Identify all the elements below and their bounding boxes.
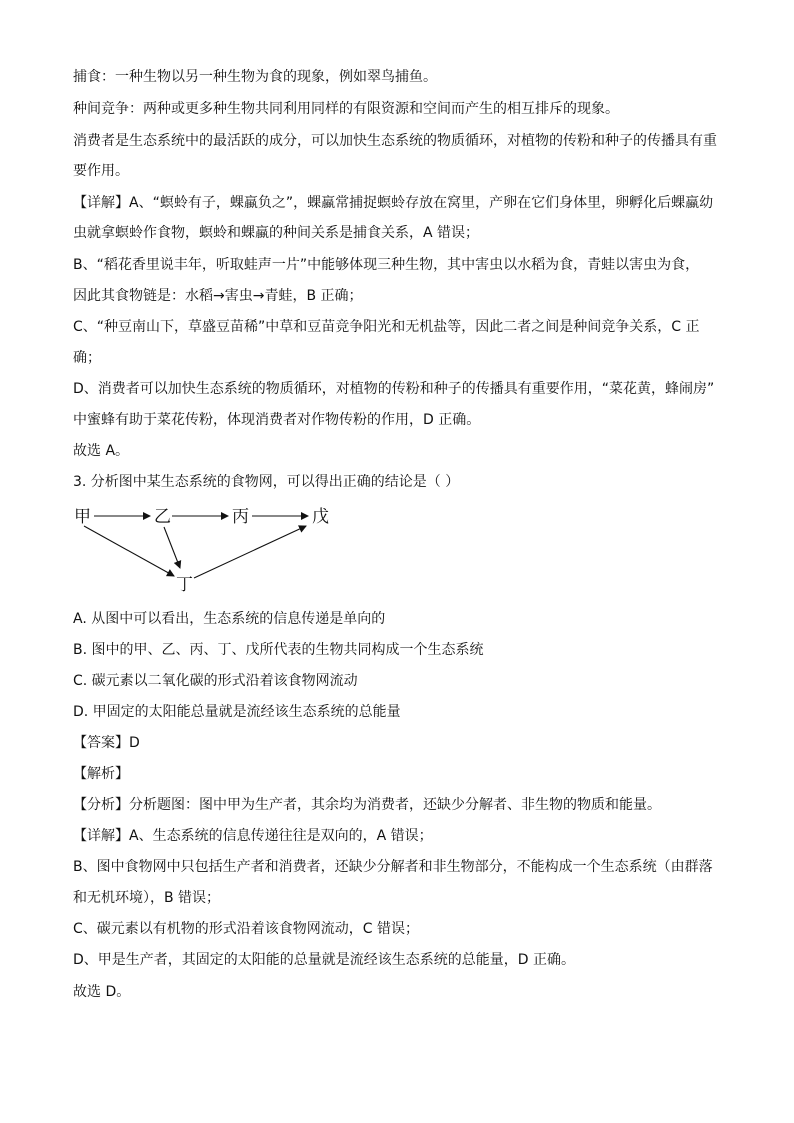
definition-competition: 种间竞争：两种或更多种生物共同利用同样的有限资源和空间而产生的相互排斥的现象。 xyxy=(73,101,619,117)
node-wu: 戊 xyxy=(312,507,329,527)
detail-b-line1: B、“稻花香里说丰年，听取蛙声一片”中能够体现三种生物，其中害虫以水稻为食，青蛙以害虫为食， xyxy=(73,257,700,273)
choose-a: 故选 A。 xyxy=(73,443,130,459)
detail-a-line1: 【详解】A、“螟蛉有子，蜾蠃负之”，蜾蠃常捕捉螟蛉存放在窝里，产卵在它们身体里，卵孵化后蜾蠃幼 xyxy=(73,195,714,211)
explain-a: 【详解】A、生态系统的信息传递往往是双向的，A 错误； xyxy=(73,828,433,844)
detail-b-line2: 因此其食物链是：水稻→害虫→青蛙，B 正确； xyxy=(73,288,363,304)
option-b: B. 图中的甲、乙、丙、丁、戊所代表的生物共同构成一个生态系统 xyxy=(73,642,484,658)
node-yi: 乙 xyxy=(154,507,171,527)
detail-a-line2: 虫就拿螟蛉作食物，螟蛉和蜾蠃的种间关系是捕食关系，A 错误； xyxy=(73,225,480,241)
option-a: A. 从图中可以看出，生态系统的信息传递是单向的 xyxy=(73,611,386,627)
detail-c-line2: 确； xyxy=(73,350,101,366)
node-ding: 丁 xyxy=(176,575,193,595)
detail-c-line1: C、“种豆南山下，草盛豆苗稀”中草和豆苗竞争阳光和无机盐等，因此二者之间是种间竞争关系，C 正 xyxy=(73,319,700,335)
answer-label: 【答案】D xyxy=(73,735,140,751)
edge-yi-ding xyxy=(164,527,180,568)
explain-b-line2: 和无机环境），B 错误； xyxy=(73,890,221,906)
node-bing: 丙 xyxy=(232,507,249,527)
question-3: 3. 分析图中某生态系统的食物网，可以得出正确的结论是（ ） xyxy=(73,474,460,490)
analysis-summary: 【分析】分析题图：图中甲为生产者，其余均为消费者，还缺少分解者、非生物的物质和能量。 xyxy=(73,797,661,813)
analysis-label: 【解析】 xyxy=(73,766,129,782)
detail-d-line2: 中蜜蜂有助于菜花传粉，体现消费者对作物传粉的作用，D 正确。 xyxy=(73,412,481,428)
detail-d-line1: D、消费者可以加快生态系统的物质循环，对植物的传粉和种子的传播具有重要作用，“菜花黄，蜂闹房” xyxy=(73,381,715,397)
consumer-role-line2: 要作用。 xyxy=(73,163,129,179)
definition-predation: 捕食：一种生物以另一种生物为食的现象，例如翠鸟捕鱼。 xyxy=(73,69,437,85)
food-web-diagram xyxy=(70,500,340,595)
explain-d: D、甲是生产者，其固定的太阳能的总量就是流经该生态系统的总能量，D 正确。 xyxy=(73,952,576,968)
node-jia: 甲 xyxy=(74,507,91,527)
explain-b-line1: B、图中食物网中只包括生产者和消费者，还缺少分解者和非生物部分，不能构成一个生态系统（由群落 xyxy=(73,859,713,875)
consumer-role-line1: 消费者是生态系统中的最活跃的成分，可以加快生态系统的物质循环，对植物的传粉和种子的传播具有重 xyxy=(73,133,717,149)
option-d: D. 甲固定的太阳能总量就是流经该生态系统的总能量 xyxy=(73,704,401,720)
choose-d: 故选 D。 xyxy=(73,984,131,1000)
option-c: C. 碳元素以二氧化碳的形式沿着该食物网流动 xyxy=(73,673,358,689)
edge-jia-ding xyxy=(84,526,174,576)
explain-c: C、碳元素以有机物的形式沿着该食物网流动，C 错误； xyxy=(73,921,419,937)
edge-ding-wu xyxy=(194,526,306,578)
